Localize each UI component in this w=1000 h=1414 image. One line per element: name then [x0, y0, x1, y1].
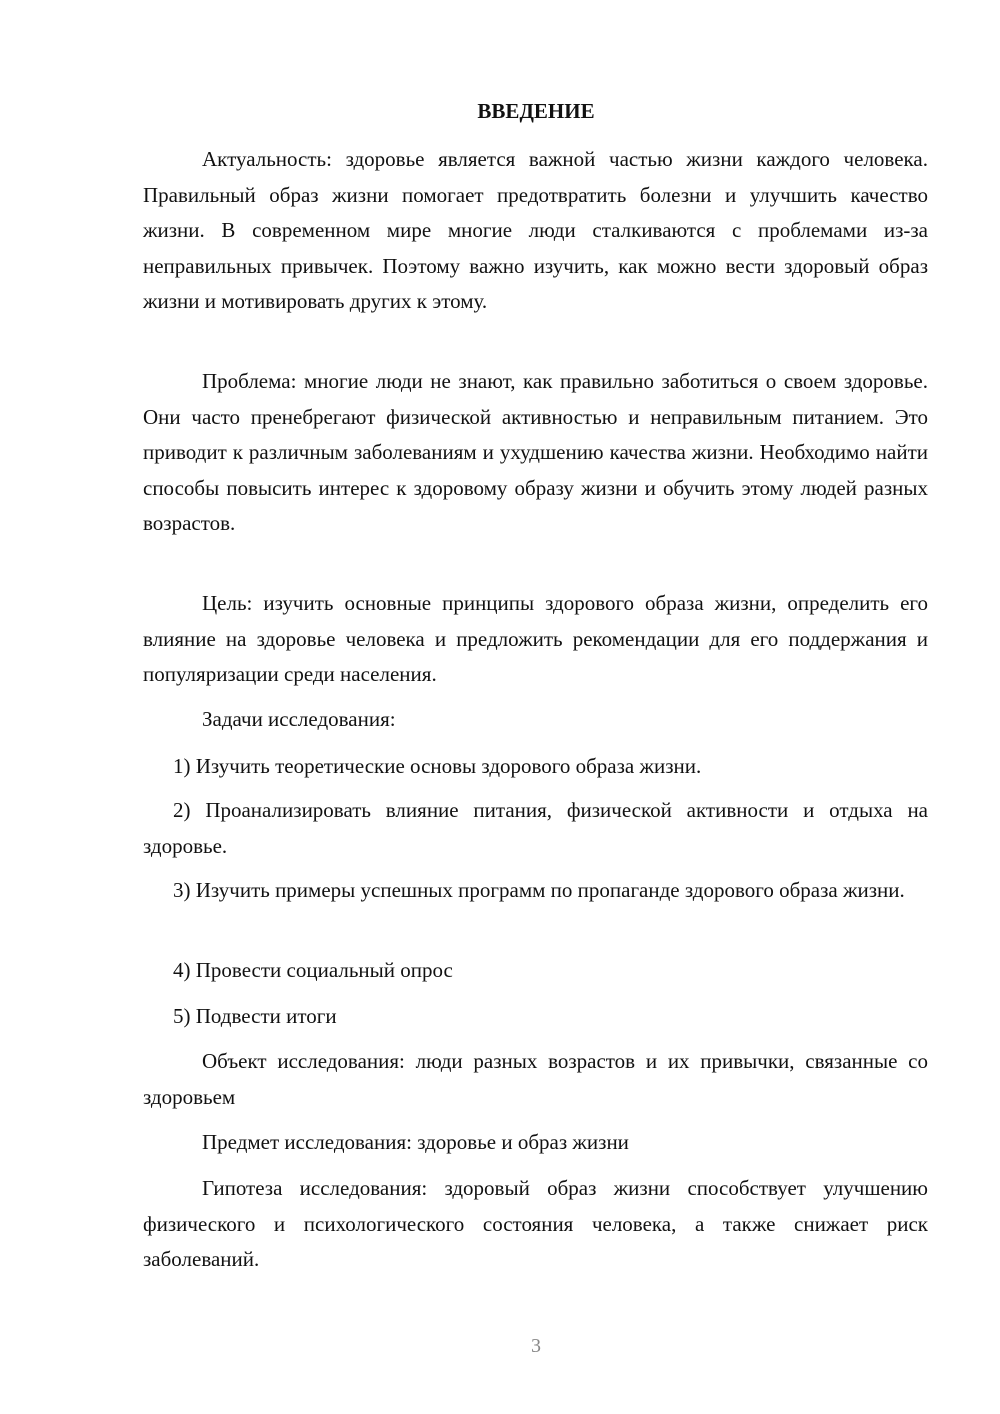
task-item: 2) Проанализировать влияние питания, физической активности и отдыха на здоровье. — [143, 798, 928, 858]
tasks-heading: Задачи исследования: — [202, 707, 396, 731]
paragraph-goal: Цель: изучить основные принципы здорового образа жизни, определить его влияние на здоровье человека и предложить рекомендации для его поддержания и популяризации среди населения. — [143, 591, 928, 686]
task-item: 3) Изучить примеры успешных программ по пропаганде здорового образа жизни. — [173, 878, 905, 902]
task-item: 4) Провести социальный опрос — [173, 958, 453, 982]
task-item: 1) Изучить теоретические основы здорового образа жизни. — [173, 754, 702, 778]
paragraph-subject: Предмет исследования: здоровье и образ жизни — [202, 1130, 629, 1154]
paragraph-hypothesis: Гипотеза исследования: здоровый образ жизни способствует улучшению физического и психологического состояния человека, а также снижает риск заболеваний. — [143, 1176, 928, 1271]
paragraph-object: Объект исследования: люди разных возрастов и их привычки, связанные со здоровьем — [143, 1049, 928, 1109]
page-number: 3 — [531, 1335, 541, 1357]
paragraph-relevance: Актуальность: здоровье является важной частью жизни каждого человека. Правильный образ жизни помогает предотвратить болезни и улучшить качество жизни. В современном мире многие люди сталкиваются с проблемами из-за неправильных привычек. Поэтому важно изучить, как можно вести здоровый образ жизни и мотивировать других к этому. — [143, 147, 928, 313]
task-item: 5) Подвести итоги — [173, 1004, 337, 1028]
paragraph-problem: Проблема: многие люди не знают, как правильно заботиться о своем здоровье. Они часто пренебрегают физической активностью и неправильным питанием. Это приводит к различным заболеваниям и ухудшению качества жизни. Необходимо найти способы повысить интерес к здоровому образу жизни и обучить этому людей разных возрастов. — [143, 369, 928, 535]
page-title: ВВЕДЕНИЕ — [477, 99, 595, 123]
